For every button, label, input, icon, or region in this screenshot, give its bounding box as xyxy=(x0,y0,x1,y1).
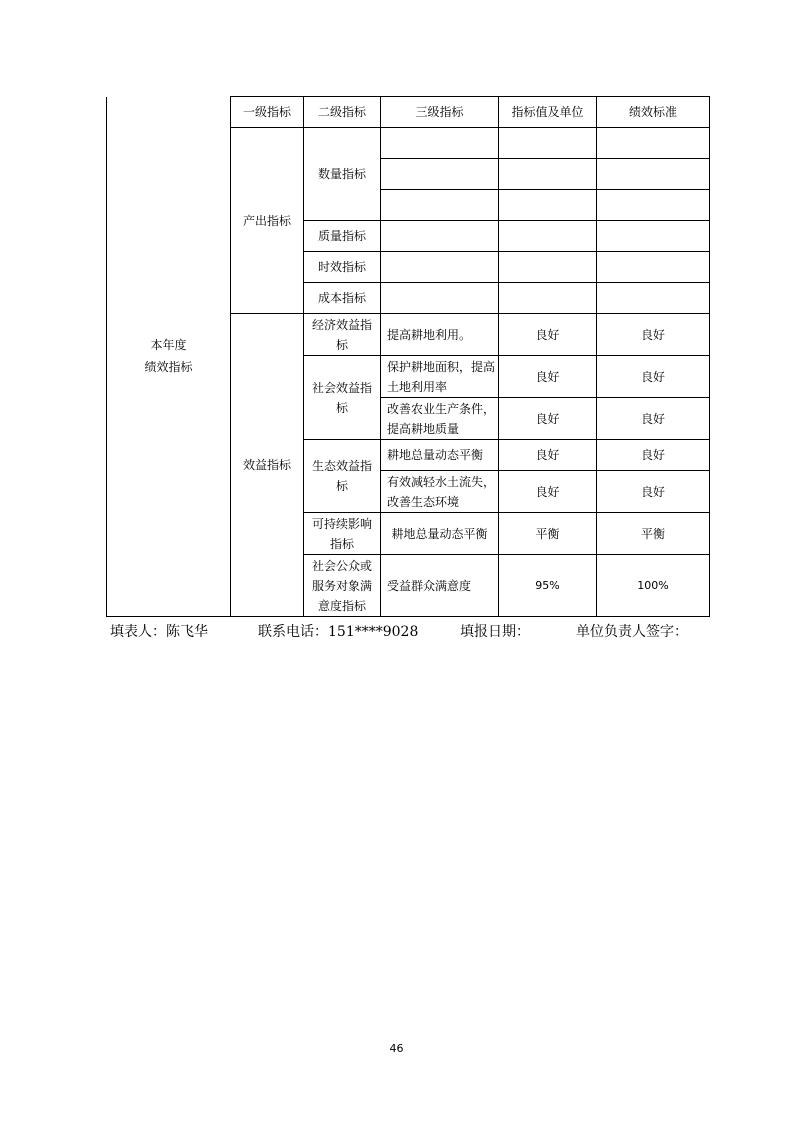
satisfaction-indicator-0: 受益群众满意度 xyxy=(381,555,499,617)
empty-cell xyxy=(381,283,499,314)
header-standard: 绩效标准 xyxy=(597,97,710,128)
ecological-indicator-1: 有效减轻水土流失，改善生态环境 xyxy=(381,471,499,513)
social-indicator-1: 改善农业生产条件，提高耕地质量 xyxy=(381,398,499,440)
economic-standard-0: 良好 xyxy=(597,314,710,356)
satisfaction-value-0: 95% xyxy=(499,555,597,617)
empty-cell xyxy=(597,283,710,314)
empty-cell xyxy=(381,128,499,159)
header-level1: 一级指标 xyxy=(231,97,304,128)
empty-cell xyxy=(499,252,597,283)
output-indicators-cell: 产出指标 xyxy=(231,128,304,314)
satisfaction-label: 社会公众或 服务对象满 意度指标 xyxy=(304,555,381,617)
filler-name: 填表人：陈飞华 xyxy=(110,624,208,640)
ecological-value-0: 良好 xyxy=(499,440,597,471)
empty-cell xyxy=(499,283,597,314)
empty-cell xyxy=(381,221,499,252)
performance-indicator-table xyxy=(106,96,710,617)
quality-indicators-cell: 质量指标 xyxy=(304,221,381,252)
economic-benefit-label: 经济效益指 标 xyxy=(304,314,381,356)
unit-head-signature: 单位负责人签字： xyxy=(576,624,688,640)
ecological-standard-1: 良好 xyxy=(597,471,710,513)
fill-date: 填报日期： xyxy=(460,624,530,640)
empty-cell xyxy=(597,252,710,283)
sustainable-indicator-0: 耕地总量动态平衡 xyxy=(381,513,499,555)
header-level3: 三级指标 xyxy=(381,97,499,128)
annual-performance-indicators-label: 本年度 绩效指标 xyxy=(107,97,231,617)
contact-phone: 联系电话：151****9028 xyxy=(258,624,419,640)
social-standard-0: 良好 xyxy=(597,356,710,398)
benefit-indicators-cell: 效益指标 xyxy=(231,314,304,617)
empty-cell xyxy=(597,159,710,190)
ecological-standard-0: 良好 xyxy=(597,440,710,471)
empty-cell xyxy=(499,159,597,190)
economic-value-0: 良好 xyxy=(499,314,597,356)
social-standard-1: 良好 xyxy=(597,398,710,440)
empty-cell xyxy=(499,128,597,159)
ecological-indicator-0: 耕地总量动态平衡 xyxy=(381,440,499,471)
social-benefit-label: 社会效益指 标 xyxy=(304,356,381,440)
empty-cell xyxy=(597,128,710,159)
ecological-value-1: 良好 xyxy=(499,471,597,513)
sustainable-impact-label: 可持续影响 指标 xyxy=(304,513,381,555)
sustainable-value-0: 平衡 xyxy=(499,513,597,555)
economic-indicator-0: 提高耕地利用。 xyxy=(381,314,499,356)
empty-cell xyxy=(499,190,597,221)
empty-cell xyxy=(381,252,499,283)
sustainable-standard-0: 平衡 xyxy=(597,513,710,555)
ecological-benefit-label: 生态效益指 标 xyxy=(304,440,381,513)
satisfaction-standard-0: 100% xyxy=(597,555,710,617)
page-number: 46 xyxy=(389,1042,404,1055)
timeliness-indicators-cell: 时效指标 xyxy=(304,252,381,283)
social-indicator-0: 保护耕地面积，提高土地利用率 xyxy=(381,356,499,398)
empty-cell xyxy=(499,221,597,252)
header-value-unit: 指标值及单位 xyxy=(499,97,597,128)
cost-indicators-cell: 成本指标 xyxy=(304,283,381,314)
social-value-1: 良好 xyxy=(499,398,597,440)
form-footer xyxy=(110,622,710,642)
header-level2: 二级指标 xyxy=(304,97,381,128)
empty-cell xyxy=(381,159,499,190)
empty-cell xyxy=(597,221,710,252)
social-value-0: 良好 xyxy=(499,356,597,398)
empty-cell xyxy=(381,190,499,221)
quantity-indicators-cell: 数量指标 xyxy=(304,128,381,221)
empty-cell xyxy=(597,190,710,221)
header-row xyxy=(107,97,710,128)
